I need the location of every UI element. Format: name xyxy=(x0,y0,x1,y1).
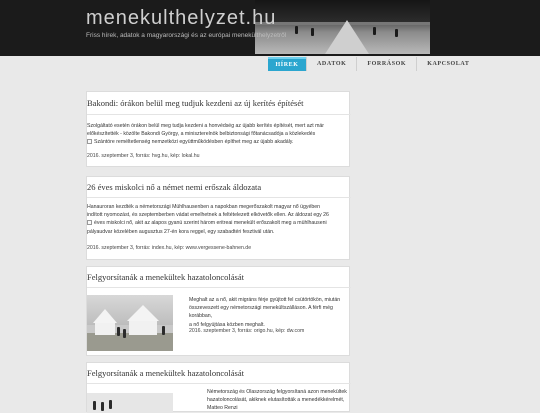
main-nav xyxy=(268,57,480,71)
post-card xyxy=(86,266,350,356)
post-card xyxy=(86,362,350,412)
post-excerpt xyxy=(207,388,351,413)
post-title[interactable]: Bakondi: órákon belül meg tudjuk kezdeni az új kerítés építését xyxy=(87,98,304,108)
post-excerpt xyxy=(189,296,351,329)
nav-item-forrasok[interactable]: FORRÁSOK xyxy=(367,61,407,67)
broken-image-icon xyxy=(87,139,92,144)
excerpt-line: Hanauroran kezdték a németországi Mühlhausenben a napokban megerőszakolt magyar nő ügyében xyxy=(87,204,321,210)
post-meta: 2016. szeptember 3, forrás: index.hu, kép: www.vergessene-bahnen.de xyxy=(87,245,252,251)
excerpt-line: hazatoloncolását, akiknek elutasították a menedékkérelmét, Matteo Renzi xyxy=(207,397,345,412)
site-header xyxy=(0,0,540,56)
post-title[interactable]: Felgyorsítanák a menekültek hazatoloncolását xyxy=(87,368,244,378)
broken-image-icon xyxy=(87,220,92,225)
post-thumbnail[interactable] xyxy=(87,393,173,413)
post-card xyxy=(86,176,350,260)
site-title[interactable]: menekulthelyzet.hu xyxy=(86,7,277,29)
excerpt-line: Németország és Olaszország felgyorsítaná azon menekültek xyxy=(207,389,347,395)
post-meta: 2016. szeptember 3, forrás: origo.hu, kép: dw.com xyxy=(189,328,305,334)
post-title[interactable]: 26 éves miskolci nő a német nemi erőszak áldozata xyxy=(87,182,262,192)
post-excerpt xyxy=(87,203,351,236)
post-excerpt xyxy=(87,122,351,147)
nav-item-kapcsolat[interactable]: KAPCSOLAT xyxy=(427,61,470,67)
post-card xyxy=(86,91,350,167)
excerpt-line: indított nyomozást, és szeptemberben vádat emelhetnek a feltételezett elkövetők ellen. Az áldozat egy 26 xyxy=(87,212,329,219)
header-photo xyxy=(255,0,430,54)
site-subtitle: Friss hírek, adatok a magyarországi és az európai menekülthelyzetről xyxy=(86,32,287,39)
post-meta: 2016. szeptember 3, forrás: hvg.hu, kép: lokal.hu xyxy=(87,153,200,159)
excerpt-line: éves miskolci nő, akit az alapos gyanú szerint három eritreai menekült erőszakolt meg a mühlhauseni xyxy=(94,220,327,227)
excerpt-line: pályaudvar közelében augusztus 27-én kora reggel, egy szabadtéri fesztivál után. xyxy=(87,228,275,235)
excerpt-line: előkészítették - közölte Bakondi György, a miniszterelnök belbiztonsági főtanácsadója a közlekedés xyxy=(87,131,316,138)
excerpt-line: összeveszett egy németországi menekültszálláson. A férfi még korábban, xyxy=(189,305,333,320)
post-thumbnail[interactable] xyxy=(87,295,173,351)
excerpt-line: Meghalt az a nő, akit migráns férje gyújtott fel csütörtökön, miután xyxy=(189,297,341,303)
excerpt-line: a nő felgyújtása közben meghalt. xyxy=(189,321,265,328)
nav-item-adatok[interactable]: ADATOK xyxy=(317,61,347,67)
nav-item-hirek[interactable]: HÍREK xyxy=(268,57,306,71)
post-title[interactable]: Felgyorsítanák a menekültek hazatoloncolását xyxy=(87,272,244,282)
excerpt-line: Szántóre reméltetlenség nemzetközi együttműködésben építhet meg az újabb akadály. xyxy=(94,139,294,146)
excerpt-line: Szolgáltató esetén órákon belül meg tudja kezdeni a honvédség az újabb kerítés építését, mert azt már xyxy=(87,123,325,129)
